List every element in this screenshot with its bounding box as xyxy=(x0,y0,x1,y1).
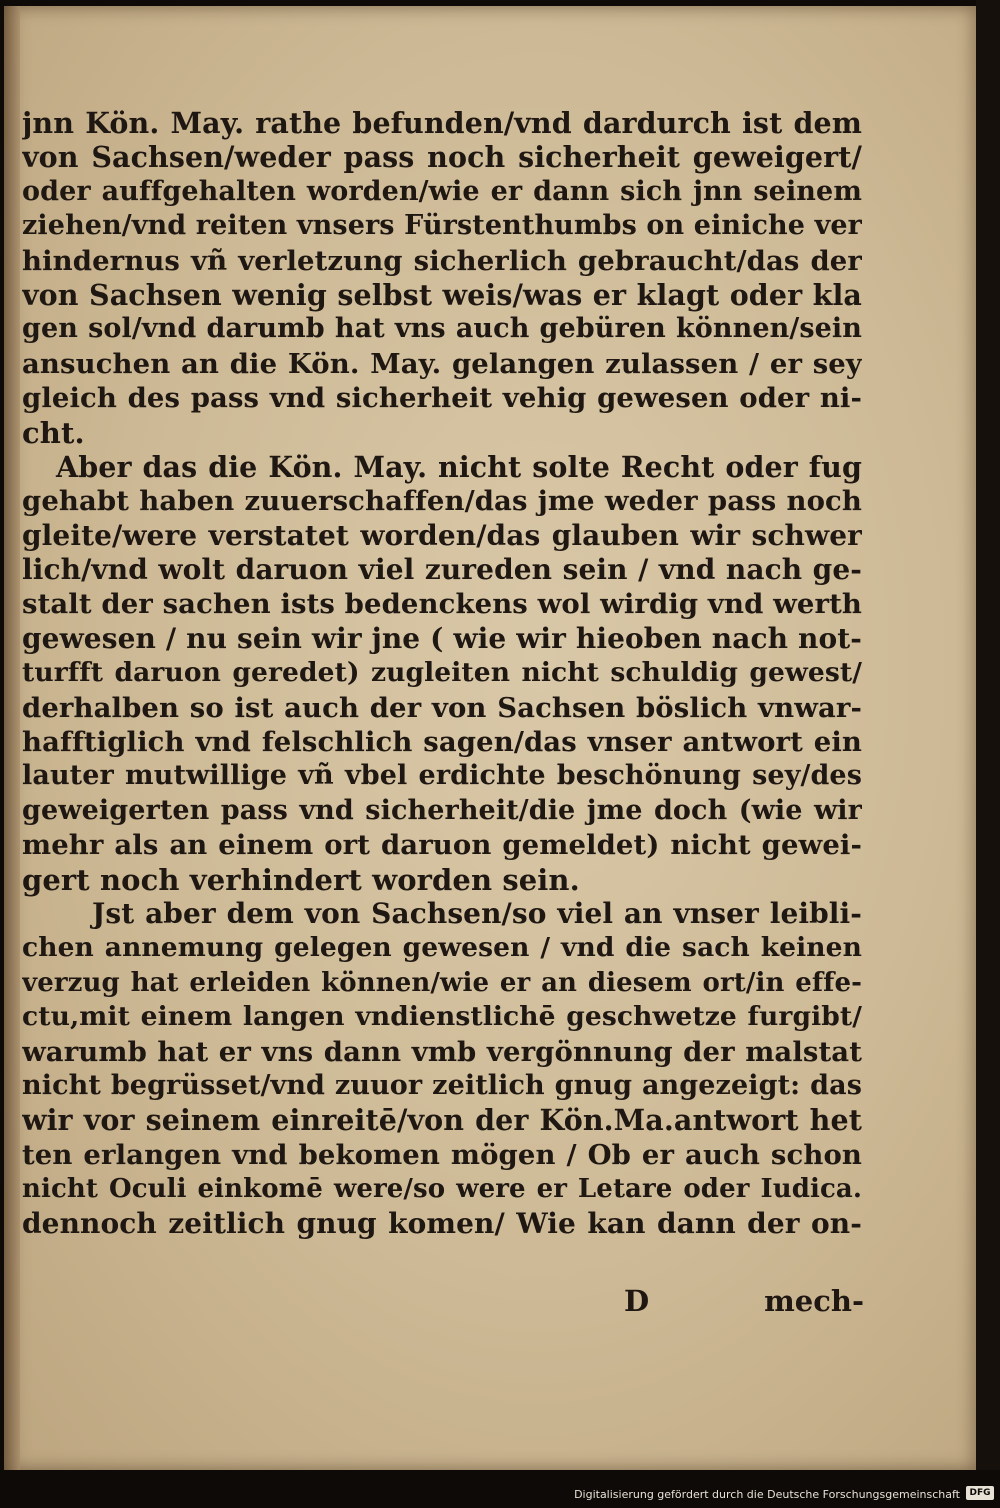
text-line: ansuchen an die Kön. May. gelangen zulassen / er sey xyxy=(22,347,862,380)
text-line: von Sachsen/weder pass noch sicherheit geweigert/ xyxy=(22,140,862,175)
text-line: ziehen/vnd reiten vnsers Fürstenthumbs on einiche ver xyxy=(22,210,862,242)
text-line: oder auffgehalten worden/wie er dann sich jnn seinem xyxy=(22,175,862,207)
text-line: stalt der sachen ists bedenckens wol wirdig vnd werth xyxy=(22,588,862,621)
text-line: ten erlangen vnd bekomen mögen / Ob er auch schon xyxy=(22,1138,862,1171)
text-line: von Sachsen wenig selbst weis/was er klagt oder kla xyxy=(22,277,862,312)
signature-mark: D xyxy=(624,1284,650,1318)
text-line: hafftiglich vnd felschlich sagen/das vnser antwort ein xyxy=(22,726,862,759)
body-text xyxy=(22,106,862,1241)
text-line: dennoch zeitlich gnug komen/ Wie kan dann der on- xyxy=(22,1206,862,1240)
digitization-footer xyxy=(0,1480,1000,1508)
text-line: gert noch verhindert worden sein. xyxy=(22,862,580,897)
text-line: wir vor seinem einreitē/von der Kön.Ma.antwort het xyxy=(22,1103,862,1138)
text-line: jnn Kön. May. rathe befunden/vnd dardurch ist dem xyxy=(22,106,862,140)
funding-credit: Digitalisierung gefördert durch die Deutsche Forschungsgemeinschaft xyxy=(574,1488,960,1501)
text-line: ctu,mit einem langen vndienstlichē geschwetze furgibt/ xyxy=(22,1001,862,1033)
text-line: geweigerten pass vnd sicherheit/die jme doch (wie wir xyxy=(22,794,862,826)
dfg-logo-icon: DFG xyxy=(966,1486,994,1500)
page-gutter xyxy=(4,6,20,1470)
page-footer-marks xyxy=(624,1284,864,1324)
text-line: hindernus vñ verletzung sicherlich gebraucht/das der xyxy=(22,244,862,277)
text-line: nicht Oculi einkomē were/so were er Letare oder Iudica. xyxy=(22,1174,862,1205)
text-line: chen annemung gelegen gewesen / vnd die sach keinen xyxy=(22,932,862,964)
text-line: gleich des pass vnd sicherheit vehig gewesen oder ni- xyxy=(22,382,862,415)
text-line: lich/vnd wolt daruon viel zureden sein / vnd nach ge- xyxy=(22,553,862,587)
text-line: cht. xyxy=(22,415,85,450)
text-line: turfft daruon geredet) zugleiten nicht schuldig gewest/ xyxy=(22,657,862,689)
paragraph-start-line: Aber das die Kön. May. nicht solte Recht oder fug xyxy=(56,449,862,484)
text-line: gen sol/vnd darumb hat vns auch gebüren können/sein xyxy=(22,313,862,345)
text-line: derhalben so ist auch der von Sachsen böslich vnwar- xyxy=(22,691,862,724)
text-line: gleite/were verstatet worden/das glauben wir schwer xyxy=(22,518,862,552)
text-line: gehabt haben zuuerschaffen/das jme weder pass noch xyxy=(22,485,862,518)
text-line: gewesen / nu sein wir jne ( wie wir hieoben nach not- xyxy=(22,621,862,655)
book-page xyxy=(4,6,976,1470)
paragraph-start-line: Jst aber dem von Sachsen/so viel an vnser leibli- xyxy=(92,896,862,930)
text-line: mehr als an einem ort daruon gemeldet) nicht gewei- xyxy=(22,829,862,862)
catchword: mech- xyxy=(764,1284,864,1318)
text-line: warumb hat er vns dann vmb vergönnung der malstat xyxy=(22,1035,862,1068)
text-line: verzug hat erleiden können/wie er an diesem ort/in effe- xyxy=(22,967,862,998)
scan-edge-strip xyxy=(976,0,1000,1470)
text-line: lauter mutwillige vñ vbel erdichte beschönung sey/des xyxy=(22,760,862,792)
text-line: nicht begrüsset/vnd zuuor zeitlich gnug angezeigt: das xyxy=(22,1069,862,1101)
